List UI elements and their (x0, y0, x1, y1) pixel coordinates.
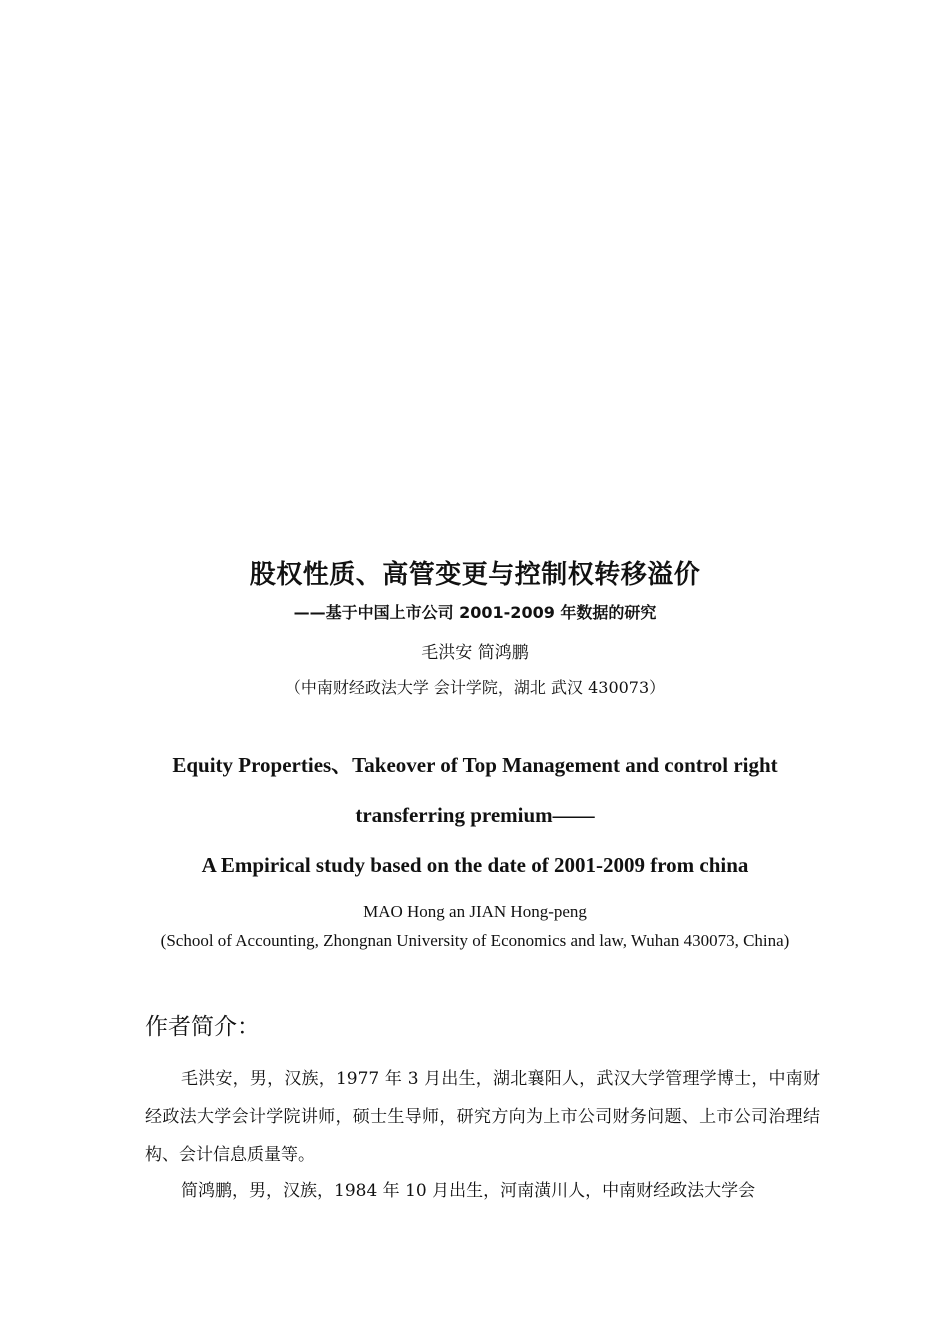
author-bio-paragraph-1: 毛洪安，男，汉族，1977 年 3 月出生，湖北襄阳人，武汉大学管理学博士，中南财经政法大学会计学院讲师，硕士生导师，研究方向为上市公司财务问题、上市公司治理结构、会计信息质量等。 (145, 1069, 820, 1165)
english-authors: MAO Hong an JIAN Hong-peng (363, 902, 587, 921)
english-title (145, 740, 805, 890)
english-title-line-1: Equity Properties、Takeover of Top Management and control right (172, 753, 778, 777)
english-title-line-3: A Empirical study based on the date of 2001-2009 from china (201, 853, 749, 877)
author-bio-paragraph-2: 简鸿鹏，男，汉族，1984 年 10 月出生，河南潢川人，中南财经政法大学会 (181, 1181, 756, 1201)
chinese-subtitle: ——基于中国上市公司 2001-2009 年数据的研究 (293, 603, 657, 622)
author-bio-heading: 作者简介： (145, 1014, 260, 1040)
english-title-line-2: transferring premium—— (355, 803, 595, 827)
chinese-affiliation: （中南财经政法大学 会计学院，湖北 武汉 430073） (284, 678, 666, 697)
english-affiliation: (School of Accounting, Zhongnan University of Economics and law, Wuhan 430073, China) (160, 931, 790, 950)
chinese-authors: 毛洪安 简鸿鹏 (421, 643, 529, 663)
chinese-title: 股权性质、高管变更与控制权转移溢价 (249, 560, 701, 590)
